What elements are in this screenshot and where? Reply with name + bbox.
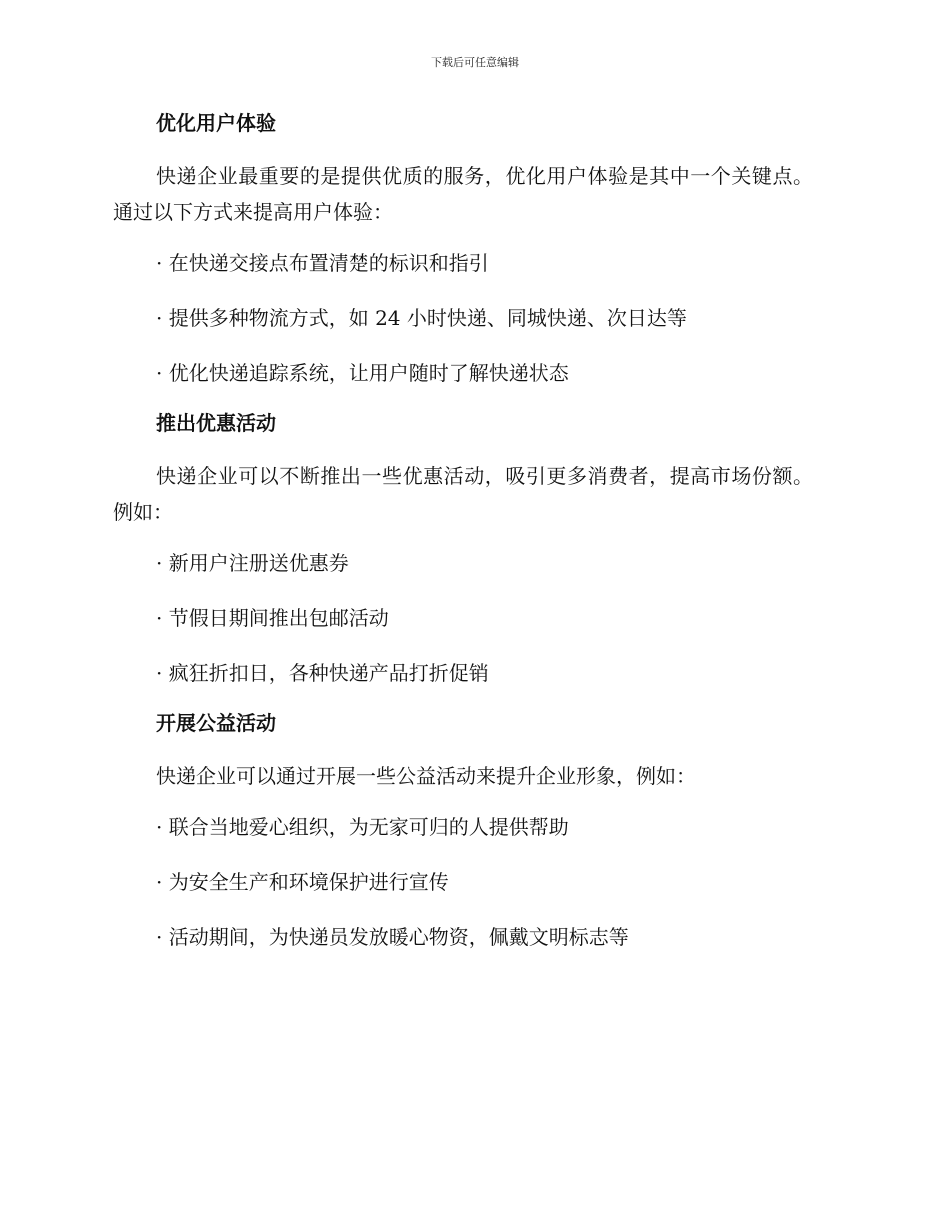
section-paragraph: 快递企业可以不断推出一些优惠活动，吸引更多消费者，提高市场份额。例如：: [113, 464, 813, 524]
section-promotions: [113, 408, 813, 688]
section-title: 开展公益活动: [156, 711, 276, 735]
bullet-item: · 提供多种物流方式，如 24 小时快递、同城快递、次日达等: [156, 306, 687, 330]
section-user-experience: [113, 108, 813, 388]
bullet-item: · 为安全生产和环境保护进行宣传: [156, 870, 449, 894]
bullet-item: · 活动期间，为快递员发放暖心物资，佩戴文明标志等: [156, 925, 629, 949]
bullet-list: [113, 248, 813, 388]
section-paragraph: 快递企业最重要的是提供优质的服务，优化用户体验是其中一个关键点。通过以下方式来提高用户体验：: [113, 164, 813, 224]
section-title: 推出优惠活动: [156, 411, 276, 435]
bullet-list: [113, 812, 813, 952]
bullet-item: · 疯狂折扣日，各种快递产品打折促销: [156, 661, 489, 685]
document-body: [113, 108, 813, 952]
bullet-item: · 在快递交接点布置清楚的标识和指引: [156, 251, 489, 275]
bullet-item: · 新用户注册送优惠券: [156, 551, 349, 575]
bullet-list: [113, 548, 813, 688]
page-header: 下载后可任意编辑: [431, 56, 519, 69]
section-public-welfare: [113, 708, 813, 952]
bullet-item: · 优化快递追踪系统，让用户随时了解快递状态: [156, 361, 569, 385]
bullet-item: · 节假日期间推出包邮活动: [156, 606, 389, 630]
section-paragraph: 快递企业可以通过开展一些公益活动来提升企业形象，例如：: [156, 764, 696, 788]
bullet-item: · 联合当地爱心组织，为无家可归的人提供帮助: [156, 815, 569, 839]
section-title: 优化用户体验: [156, 111, 276, 135]
